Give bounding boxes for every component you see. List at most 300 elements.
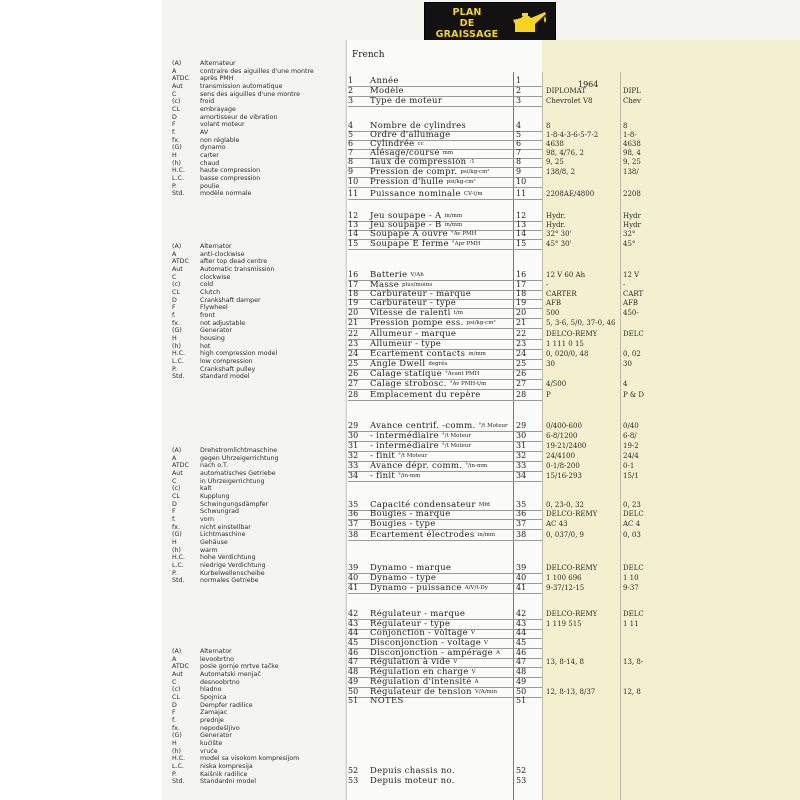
row-label	[370, 431, 471, 441]
value-cell: DELC	[623, 564, 644, 572]
value-cell: 1 100 696	[546, 574, 582, 582]
value-cell: 32° 30'	[546, 230, 572, 238]
row-number: 22	[348, 329, 359, 338]
legend-meaning: Automatski menjač	[200, 670, 261, 678]
legend-abbr: P.	[172, 770, 177, 778]
row-number: 53	[348, 776, 359, 785]
row-number-right: 8	[516, 157, 522, 166]
legend-entry	[172, 485, 278, 493]
row-label-text: Dynamo - type	[370, 573, 437, 583]
legend-abbr: L.C.	[172, 357, 184, 365]
row-number-right: 26	[516, 369, 527, 378]
row-unit: °/in-mm	[398, 473, 421, 479]
row-number-right: 9	[516, 167, 522, 176]
row-number: 17	[348, 280, 359, 289]
spec-row	[348, 530, 542, 541]
row-unit: °Apr PMH	[451, 241, 481, 247]
legend-meaning: nach o.T.	[200, 462, 229, 470]
legend-abbr: F	[172, 304, 176, 312]
row-number-right: 39	[516, 563, 527, 572]
value-cell: DELCO-REMY	[546, 510, 598, 518]
row-label-text: Ecartement électrodes	[370, 530, 475, 540]
oil-can-icon	[509, 6, 549, 40]
legend-entry	[172, 755, 299, 763]
row-label	[370, 329, 459, 339]
legend-meaning: high compression model	[200, 350, 278, 358]
row-number: 44	[348, 628, 359, 637]
legend-entry	[172, 243, 277, 251]
legend-abbr: (G)	[172, 144, 182, 152]
value-cell: 2208	[623, 190, 641, 198]
row-number: 30	[348, 431, 359, 440]
value-cell: 0, 037/0, 9	[546, 531, 584, 539]
row-number-right: 42	[516, 609, 527, 618]
row-label-text: Soupape E ferme	[370, 239, 449, 249]
value-cell: 0-1/8-200	[546, 462, 580, 470]
value-cell: 4/500	[546, 380, 567, 388]
legend-meaning: Kaišnik radilice	[200, 770, 248, 778]
row-number-right: 32	[516, 451, 527, 460]
value-cell: 5, 3-6, 5/0, 37-0, 46	[546, 319, 616, 327]
row-number-right: 35	[516, 500, 527, 509]
row-label	[370, 657, 457, 667]
value-cell: AC 43	[546, 520, 568, 528]
legend-entry	[172, 577, 278, 585]
legend-entry	[172, 137, 314, 145]
row-number-right: 22	[516, 329, 527, 338]
legend-meaning: après PMH	[200, 75, 234, 83]
legend-entry	[172, 709, 299, 717]
legend-abbr: D	[172, 500, 177, 508]
legend-meaning: nepodešljivo	[200, 724, 240, 732]
legend-meaning: low compression	[200, 357, 253, 365]
row-number: 41	[348, 583, 359, 592]
value-cell: DIPL	[623, 87, 641, 95]
row-number: 43	[348, 619, 359, 628]
legend-entry	[172, 508, 278, 516]
legend-meaning: transmission automatique	[200, 82, 283, 90]
legend-abbr: (A)	[172, 243, 182, 250]
legend-abbr: F	[172, 508, 176, 516]
spec-row	[348, 471, 542, 482]
row-number: 14	[348, 229, 359, 238]
legend-meaning: nicht einstellbar	[200, 523, 251, 531]
legend-entry	[172, 694, 299, 702]
row-unit: psi/kg-cm²	[466, 320, 496, 326]
badge-line-1: PLAN	[452, 6, 482, 18]
row-unit: in/mm	[477, 532, 496, 538]
value-cell: 9, 25	[623, 158, 641, 166]
value-cell: DELCO-REMY	[546, 330, 598, 338]
row-label-text: Masse	[370, 280, 400, 290]
row-number-right: 33	[516, 461, 527, 470]
value-cell: Chevrolet V8	[546, 97, 593, 105]
value-cell: 1-8-	[623, 131, 637, 139]
legend-meaning: Drehstromlichtmaschine	[200, 447, 278, 454]
legend-meaning: haute compression	[200, 167, 261, 175]
values-divider-mid	[620, 72, 621, 800]
row-label	[370, 379, 486, 389]
row-unit: V	[484, 640, 489, 646]
legend-entry	[172, 470, 278, 478]
row-number-right: 41	[516, 583, 527, 592]
legend-abbr: f.	[172, 128, 176, 136]
row-number: 47	[348, 657, 359, 666]
row-unit: CV-t/m	[463, 191, 483, 197]
legend-abbr: ATDC	[172, 462, 189, 470]
legend-entry	[172, 183, 314, 191]
row-unit: °/t Moteur	[441, 433, 472, 439]
value-cell: 19-21/2400	[546, 442, 587, 450]
row-number-right: 20	[516, 308, 527, 317]
legend-abbr: fx.	[172, 523, 180, 531]
row-label	[370, 76, 402, 86]
row-label	[370, 638, 488, 648]
row-number-right: 43	[516, 619, 527, 628]
legend-meaning: carter	[200, 151, 219, 159]
legend-abbr: H.C.	[172, 167, 186, 175]
legend-meaning: froid	[200, 98, 215, 106]
row-label	[370, 349, 486, 359]
legend-abbr: (h)	[172, 546, 181, 554]
value-cell: 450-	[623, 309, 639, 317]
row-number: 35	[348, 500, 359, 509]
legend-meaning: in Uhrzeigerrichtung	[200, 477, 265, 485]
row-label	[370, 359, 447, 369]
row-number-right: 34	[516, 471, 527, 480]
legend-meaning: sens des aiguilles d'une montre	[200, 90, 300, 98]
row-label	[370, 86, 407, 96]
row-unit: in/mm	[444, 222, 463, 228]
row-label-text: Avance centrif. -comm.	[370, 421, 476, 431]
value-cell: -	[546, 281, 549, 289]
row-label-text: NOTES	[370, 696, 404, 706]
value-cell: 500	[546, 309, 560, 317]
value-cell: 138/	[623, 168, 639, 176]
value-cell: 13, 8-14, 8	[546, 658, 584, 666]
legend-abbr: (h)	[172, 159, 181, 167]
legend-entry	[172, 144, 314, 152]
row-label	[370, 167, 490, 177]
value-cell: 98, 4	[623, 149, 641, 157]
row-unit: psi/kg-cm²	[446, 179, 476, 185]
legend-abbr: (A)	[172, 648, 182, 655]
row-label	[370, 298, 459, 308]
row-number-right: 30	[516, 431, 527, 440]
legend-entry	[172, 350, 277, 358]
row-label-text: Ordre d'allumage	[370, 130, 451, 140]
row-number: 18	[348, 289, 359, 298]
legend-entry	[172, 663, 299, 671]
row-label	[370, 229, 476, 239]
row-label-text: Disconjonction - voltage	[370, 638, 482, 648]
value-cell: 32°	[623, 230, 636, 238]
legend-abbr: C	[172, 678, 177, 686]
legend-entry	[172, 320, 277, 328]
legend-meaning: dynamo	[200, 144, 226, 152]
legend-entry	[172, 725, 299, 733]
legend-abbr: L.C.	[172, 561, 184, 569]
row-label-text: Régulation d'intensité	[370, 677, 472, 687]
legend-abbr: Std.	[172, 577, 185, 585]
row-number: 21	[348, 318, 359, 327]
legend-abbr: f.	[172, 515, 176, 523]
value-cell: 1 111 0 15	[546, 340, 584, 348]
row-label-text: Carburateur - marque	[370, 289, 472, 299]
row-label-text: Conjonction - voltage	[370, 628, 468, 638]
legend-meaning: levoobrtno	[200, 655, 234, 663]
legend-meaning: standard model	[200, 373, 250, 381]
row-number: 9	[348, 167, 354, 176]
row-label	[370, 270, 424, 280]
row-label	[370, 339, 444, 349]
row-number: 37	[348, 519, 359, 528]
row-label	[370, 628, 475, 638]
row-label-text: Alésage/course	[370, 148, 440, 158]
legend-abbr: CL	[172, 105, 180, 113]
legend-abbr: Aut	[172, 670, 183, 678]
row-label	[370, 369, 479, 379]
row-number-right: 10	[516, 177, 527, 186]
value-cell: DELCO-REMY	[546, 564, 598, 572]
plan-de-graissage-badge[interactable]	[424, 2, 556, 44]
legend-abbr: CL	[172, 288, 180, 296]
value-cell: 15/16-293	[546, 472, 582, 480]
legend-meaning: basse compression	[200, 174, 261, 182]
row-label	[370, 421, 508, 431]
legend-block	[172, 60, 314, 198]
legend-abbr: fx.	[172, 136, 180, 144]
row-unit: °/t Moteur	[478, 423, 508, 429]
legend-meaning: poulie	[200, 182, 220, 190]
row-label	[370, 239, 481, 249]
row-number: 5	[348, 130, 354, 139]
legend-meaning: volant moteur	[200, 121, 245, 129]
legend-entry	[172, 763, 299, 771]
spec-row	[348, 96, 542, 107]
row-number-right: 6	[516, 139, 522, 148]
row-label-text: Allumeur - type	[370, 339, 442, 349]
row-number-right: 21	[516, 318, 527, 327]
value-cell: 0, 02	[623, 350, 641, 358]
row-label	[370, 776, 458, 786]
legend-entry	[172, 358, 277, 366]
legend-entry	[172, 524, 278, 532]
legend-entry	[172, 531, 278, 539]
value-cell: 4638	[623, 140, 641, 148]
legend-entry	[172, 516, 278, 524]
row-number-right: 49	[516, 677, 527, 686]
legend-block	[172, 447, 278, 585]
row-number-right: 4	[516, 121, 522, 130]
legend-meaning: not adjustable	[200, 319, 246, 327]
row-number: 29	[348, 421, 359, 430]
row-label-text: Régulateur - type	[370, 619, 451, 629]
legend-entry	[172, 274, 277, 282]
row-number: 20	[348, 308, 359, 317]
badge-line-2: DE	[459, 17, 475, 29]
legend-entry	[172, 732, 299, 740]
row-label	[370, 189, 483, 199]
row-number: 7	[348, 148, 354, 157]
row-number-right: 40	[516, 573, 527, 582]
row-number-right: 23	[516, 339, 527, 348]
legend-entry	[172, 493, 278, 501]
value-cell: 9-37	[623, 584, 639, 592]
legend-meaning: Clutch	[200, 288, 221, 296]
legend-meaning: Flywheel	[200, 304, 228, 312]
row-label-text: Vitesse de ralenti	[370, 308, 451, 318]
value-cell: Chev	[623, 97, 641, 105]
value-cell: 4638	[546, 140, 564, 148]
row-number: 31	[348, 441, 359, 450]
row-label-text: Pression d'hulle	[370, 177, 444, 187]
spec-row	[348, 189, 542, 200]
row-number: 36	[348, 509, 359, 518]
value-cell: 19-2	[623, 442, 639, 450]
row-label	[370, 519, 439, 529]
row-number-right: 36	[516, 509, 527, 518]
legend-meaning: hohe Verdichtung	[200, 554, 256, 562]
row-label-text: Depuis chassis no.	[370, 766, 455, 776]
row-number: 38	[348, 530, 359, 539]
legend-abbr: Aut	[172, 82, 183, 90]
row-number: 3	[348, 96, 354, 105]
row-label-text: Carburateur - type	[370, 298, 457, 308]
legend-meaning: Crankshaft damper	[200, 296, 261, 304]
row-number: 39	[348, 563, 359, 572]
legend-meaning: automatisches Getriebe	[200, 469, 276, 477]
legend-entry	[172, 686, 299, 694]
legend-abbr: L.C.	[172, 174, 184, 182]
row-label-text: Régulation en charge	[370, 667, 469, 677]
legend-meaning: non réglable	[200, 136, 240, 144]
row-label-text: Avance dépr. comm.	[370, 461, 463, 471]
row-number: 49	[348, 677, 359, 686]
legend-meaning: cold	[200, 281, 214, 289]
value-cell: CARTER	[546, 290, 577, 298]
row-number-right: 44	[516, 628, 527, 637]
legend-entry	[172, 106, 314, 114]
legend-entry	[172, 266, 277, 274]
legend-abbr: CL	[172, 693, 180, 701]
legend-abbr: Std.	[172, 373, 185, 381]
value-cell: AFB	[546, 299, 562, 307]
value-cell: Hydr.	[546, 212, 566, 220]
spec-row	[348, 177, 542, 188]
legend-abbr: Aut	[172, 265, 183, 273]
legend-abbr: (c)	[172, 98, 181, 106]
legend-abbr: ATDC	[172, 75, 189, 83]
row-unit: °/t Moteur	[441, 443, 472, 449]
legend-abbr: CL	[172, 492, 180, 500]
row-number-right: 1	[516, 76, 522, 85]
legend-entry	[172, 190, 314, 198]
legend-abbr: H	[172, 538, 177, 546]
row-label-text: - intermédiaire	[370, 431, 439, 441]
legend-meaning: Crankshaft pulley	[200, 365, 256, 373]
legend-abbr: H	[172, 739, 177, 747]
legend-entry	[172, 91, 314, 99]
value-cell: 0, 23-0, 32	[546, 501, 584, 509]
value-cell: 0, 23	[623, 501, 641, 509]
row-label	[370, 696, 407, 706]
value-cell: DELC	[623, 330, 644, 338]
row-label-text: - intermédiaire	[370, 441, 439, 451]
value-cell: 13, 8-	[623, 658, 644, 666]
legend-entry	[172, 281, 277, 289]
row-label-text: Emplacement du repère	[370, 390, 481, 400]
legend-meaning: normales Getriebe	[200, 577, 259, 585]
spec-row	[348, 318, 542, 329]
row-label	[370, 177, 476, 187]
row-unit: A	[495, 650, 500, 656]
row-label	[370, 573, 439, 583]
row-number-right: 46	[516, 648, 527, 657]
row-number-right: 37	[516, 519, 527, 528]
legend-entry	[172, 717, 299, 725]
legend-meaning: kućište	[200, 739, 223, 747]
row-label-text: Jeu soupape - B	[370, 220, 442, 230]
row-unit: A/V/t-Dy	[464, 585, 488, 591]
legend-abbr: H.C.	[172, 755, 186, 763]
legend-meaning: prednje	[200, 716, 224, 724]
legend-entry	[172, 304, 277, 312]
legend-entry	[172, 539, 278, 547]
legend-entry	[172, 60, 314, 68]
spec-row	[348, 239, 542, 250]
row-label-text: Batterie	[370, 270, 408, 280]
row-number: 1	[348, 76, 354, 85]
row-label	[370, 96, 445, 106]
legend-entry	[172, 335, 277, 343]
legend-abbr: H.C.	[172, 350, 186, 358]
value-cell: 12 V 60 Ah	[546, 271, 586, 279]
legend-abbr: H.C.	[172, 554, 186, 562]
legend-meaning: niedrige Verdichtung	[200, 561, 266, 569]
row-number-right: 3	[516, 96, 522, 105]
badge-text	[425, 7, 509, 40]
value-cell: 12, 8	[623, 688, 641, 696]
row-label	[370, 471, 420, 481]
row-number-right: 48	[516, 667, 527, 676]
row-number: 12	[348, 211, 359, 220]
row-label	[370, 583, 488, 593]
row-number-right: 47	[516, 657, 527, 666]
row-number-right: 2	[516, 86, 522, 95]
row-label-text: Pression de compr.	[370, 167, 458, 177]
row-label	[370, 318, 496, 328]
row-unit: in/mm	[468, 351, 486, 357]
legend-entry	[172, 702, 299, 710]
spec-row	[348, 766, 542, 776]
legend-meaning: vruće	[200, 747, 218, 755]
row-label	[370, 461, 487, 471]
legend-meaning: hladno	[200, 686, 222, 694]
row-label	[370, 530, 495, 540]
legend-meaning: embrayage	[200, 105, 236, 113]
value-cell: 9-37/12-15	[546, 584, 585, 592]
spec-row	[348, 583, 542, 594]
value-cell: 30	[623, 360, 632, 368]
row-number: 34	[348, 471, 359, 480]
badge-line-3: GRAISSAGE	[435, 28, 499, 40]
legend-entry	[172, 83, 314, 91]
row-number-right: 27	[516, 379, 527, 388]
row-unit: V	[471, 669, 476, 675]
row-number-right: 13	[516, 220, 527, 229]
legend-abbr: D	[172, 296, 177, 304]
